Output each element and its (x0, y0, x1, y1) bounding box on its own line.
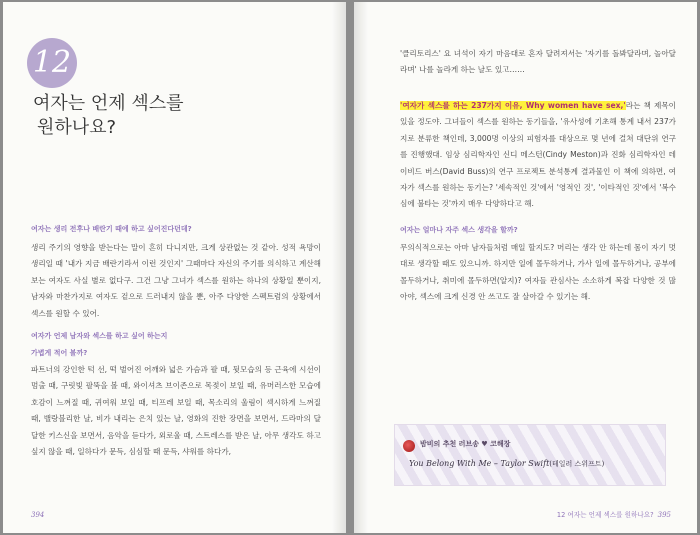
page-number-right: 395 (657, 511, 671, 519)
paragraph-book-reference (400, 98, 676, 213)
question-heading-3: 여자는 얼마나 자주 섹스 생각을 할까? (400, 226, 518, 234)
book-reference-text: 라는 책 제목이 있을 정도야. 그녀들이 섹스를 원하는 동기들을, '유사성에 기초해 통계 내서 237가지로 분류한 책인데, 3,000명 이상의 피험자를 대상으로 몇 년에 걸쳐 대단위 연구를 진행했대. 임상 심리학자인 신디 메스턴(Cindy Meston)과 진화 심리학자인 데이비드 버스(David Buss)의 연구 프로젝트 분석통계 결과물인 이 책에 의하면, 여자가 섹스를 원하는 동기는? '세속적인 것'에서 '영적인 것', '이타적인 것'에서 '복수심에 불타는 것'까지 매우 다양하다고 해. (400, 101, 677, 209)
left-page (3, 2, 346, 533)
song-artist-korean: (테일러 스위프트) (549, 460, 605, 468)
song-artist: – Taylor Swift (491, 459, 550, 468)
page-number-left: 394 (31, 511, 45, 519)
right-page (354, 2, 697, 533)
song-title: You Belong With Me (409, 459, 492, 468)
page-footer-right (557, 509, 671, 519)
gutter-shadow (332, 2, 346, 533)
chapter-number-badge (27, 38, 77, 88)
chapter-title-line1: 여자는 언제 섹스를 (33, 93, 184, 114)
chapter-title-line2: 원하나요? (37, 117, 117, 138)
highlighted-book-title: '여자가 섹스를 하는 237가지 이유, Why women have sex,' (400, 101, 626, 110)
gutter-shadow (354, 2, 368, 533)
paragraph-3-text: 무의식적으로는 아마 남자들처럼 매일 할지도? 머리는 생각 안 하는데 몸이 자기 멋대로 생각할 때도 있으니까. 하지만 일에 몰두하거나, 가사 일에 몰두하거나, 공부에 몰두하거나, 취미에 몰두하면(알지)? 여자들 관심사는 소소하게 복잡 다양한 것 많아야, 섹스에 크게 신경 안 쓰고도 잘 살아갈 수 있기는 해. (400, 243, 676, 302)
question-heading-2-line2: 가볍게 적어 볼까? (31, 349, 88, 357)
paragraph-2-text: 파트너의 강인한 턱 선, 떡 벌어진 어깨와 넓은 가슴과 팔 때, 뒷모습의 등 근육에 시선이 멈출 때, 구릿빛 팔뚝을 볼 때, 와이셔츠 브이존으로 목젖이 보일 때, 유머러스한 모습에 호감이 느껴질 때, 귀여워 보일 때, 티프레 보일 때, 목소리의 울림이 섹시하게 느껴질 때, 밸랑블리한 날, 비가 내리는 은치 있는 날, 영화의 진한 장면을 보면서, 드라마의 달달한 키스신을 보면서, 음악을 듣다가, 외로울 때, 스트레스를 받은 날, 아무 생각도 하고 싶지 않을 때, 일하다가 문득, 심심할 때 문득, 샤워를 하다가, (31, 365, 321, 457)
intro-text: '클리토리스' 요 녀석이 자기 마음대로 혼자 달려져서는 '자기를 돌봐달라며, 놀아달라며' 나를 놀라게 하는 날도 있고…… (400, 49, 676, 75)
song-line (409, 459, 604, 469)
intro-paragraph (400, 46, 676, 79)
paragraph-3 (400, 240, 676, 306)
running-head: 12 여자는 언제 섹스를 원하나요? (556, 511, 654, 519)
paragraph-1-text: 생리 주기의 영향을 받는다는 말이 흔히 다니지만, 크게 상관없는 것 같아. 성적 욕망이 생리일 때 '내가 지금 배란기라서 이런 것인지' 그때마다 자신의 주기를 의식하고 계산해보는 여자도 사실 별로 없다구. 그건 그냥 그녀가 섹스를 원하는 하나의 상황일 뿐이지, 남자와 마찬가지로 여자도 겉으로 드러내지 않을 뿐, 아주 다양한 스펙트럼의 상황에서 섹스를 원할 수 있어. (31, 243, 321, 318)
chapter-title (33, 92, 293, 140)
question-heading-2-line1: 여자가 언제 남자와 섹스를 하고 싶어 하는지 (31, 332, 168, 340)
question-heading-2 (31, 329, 321, 360)
paragraph-2 (31, 362, 321, 460)
love-song-recommendation-box (394, 424, 666, 486)
chapter-number: 12 (32, 45, 72, 80)
record-icon (403, 440, 415, 452)
recommendation-label: 밤비의 추천 러브송 ♥ 코해장 (420, 440, 511, 448)
question-heading-1: 여자는 생리 전후나 배란기 때에 하고 싶어진다던데? (31, 225, 192, 233)
paragraph-1 (31, 240, 321, 322)
